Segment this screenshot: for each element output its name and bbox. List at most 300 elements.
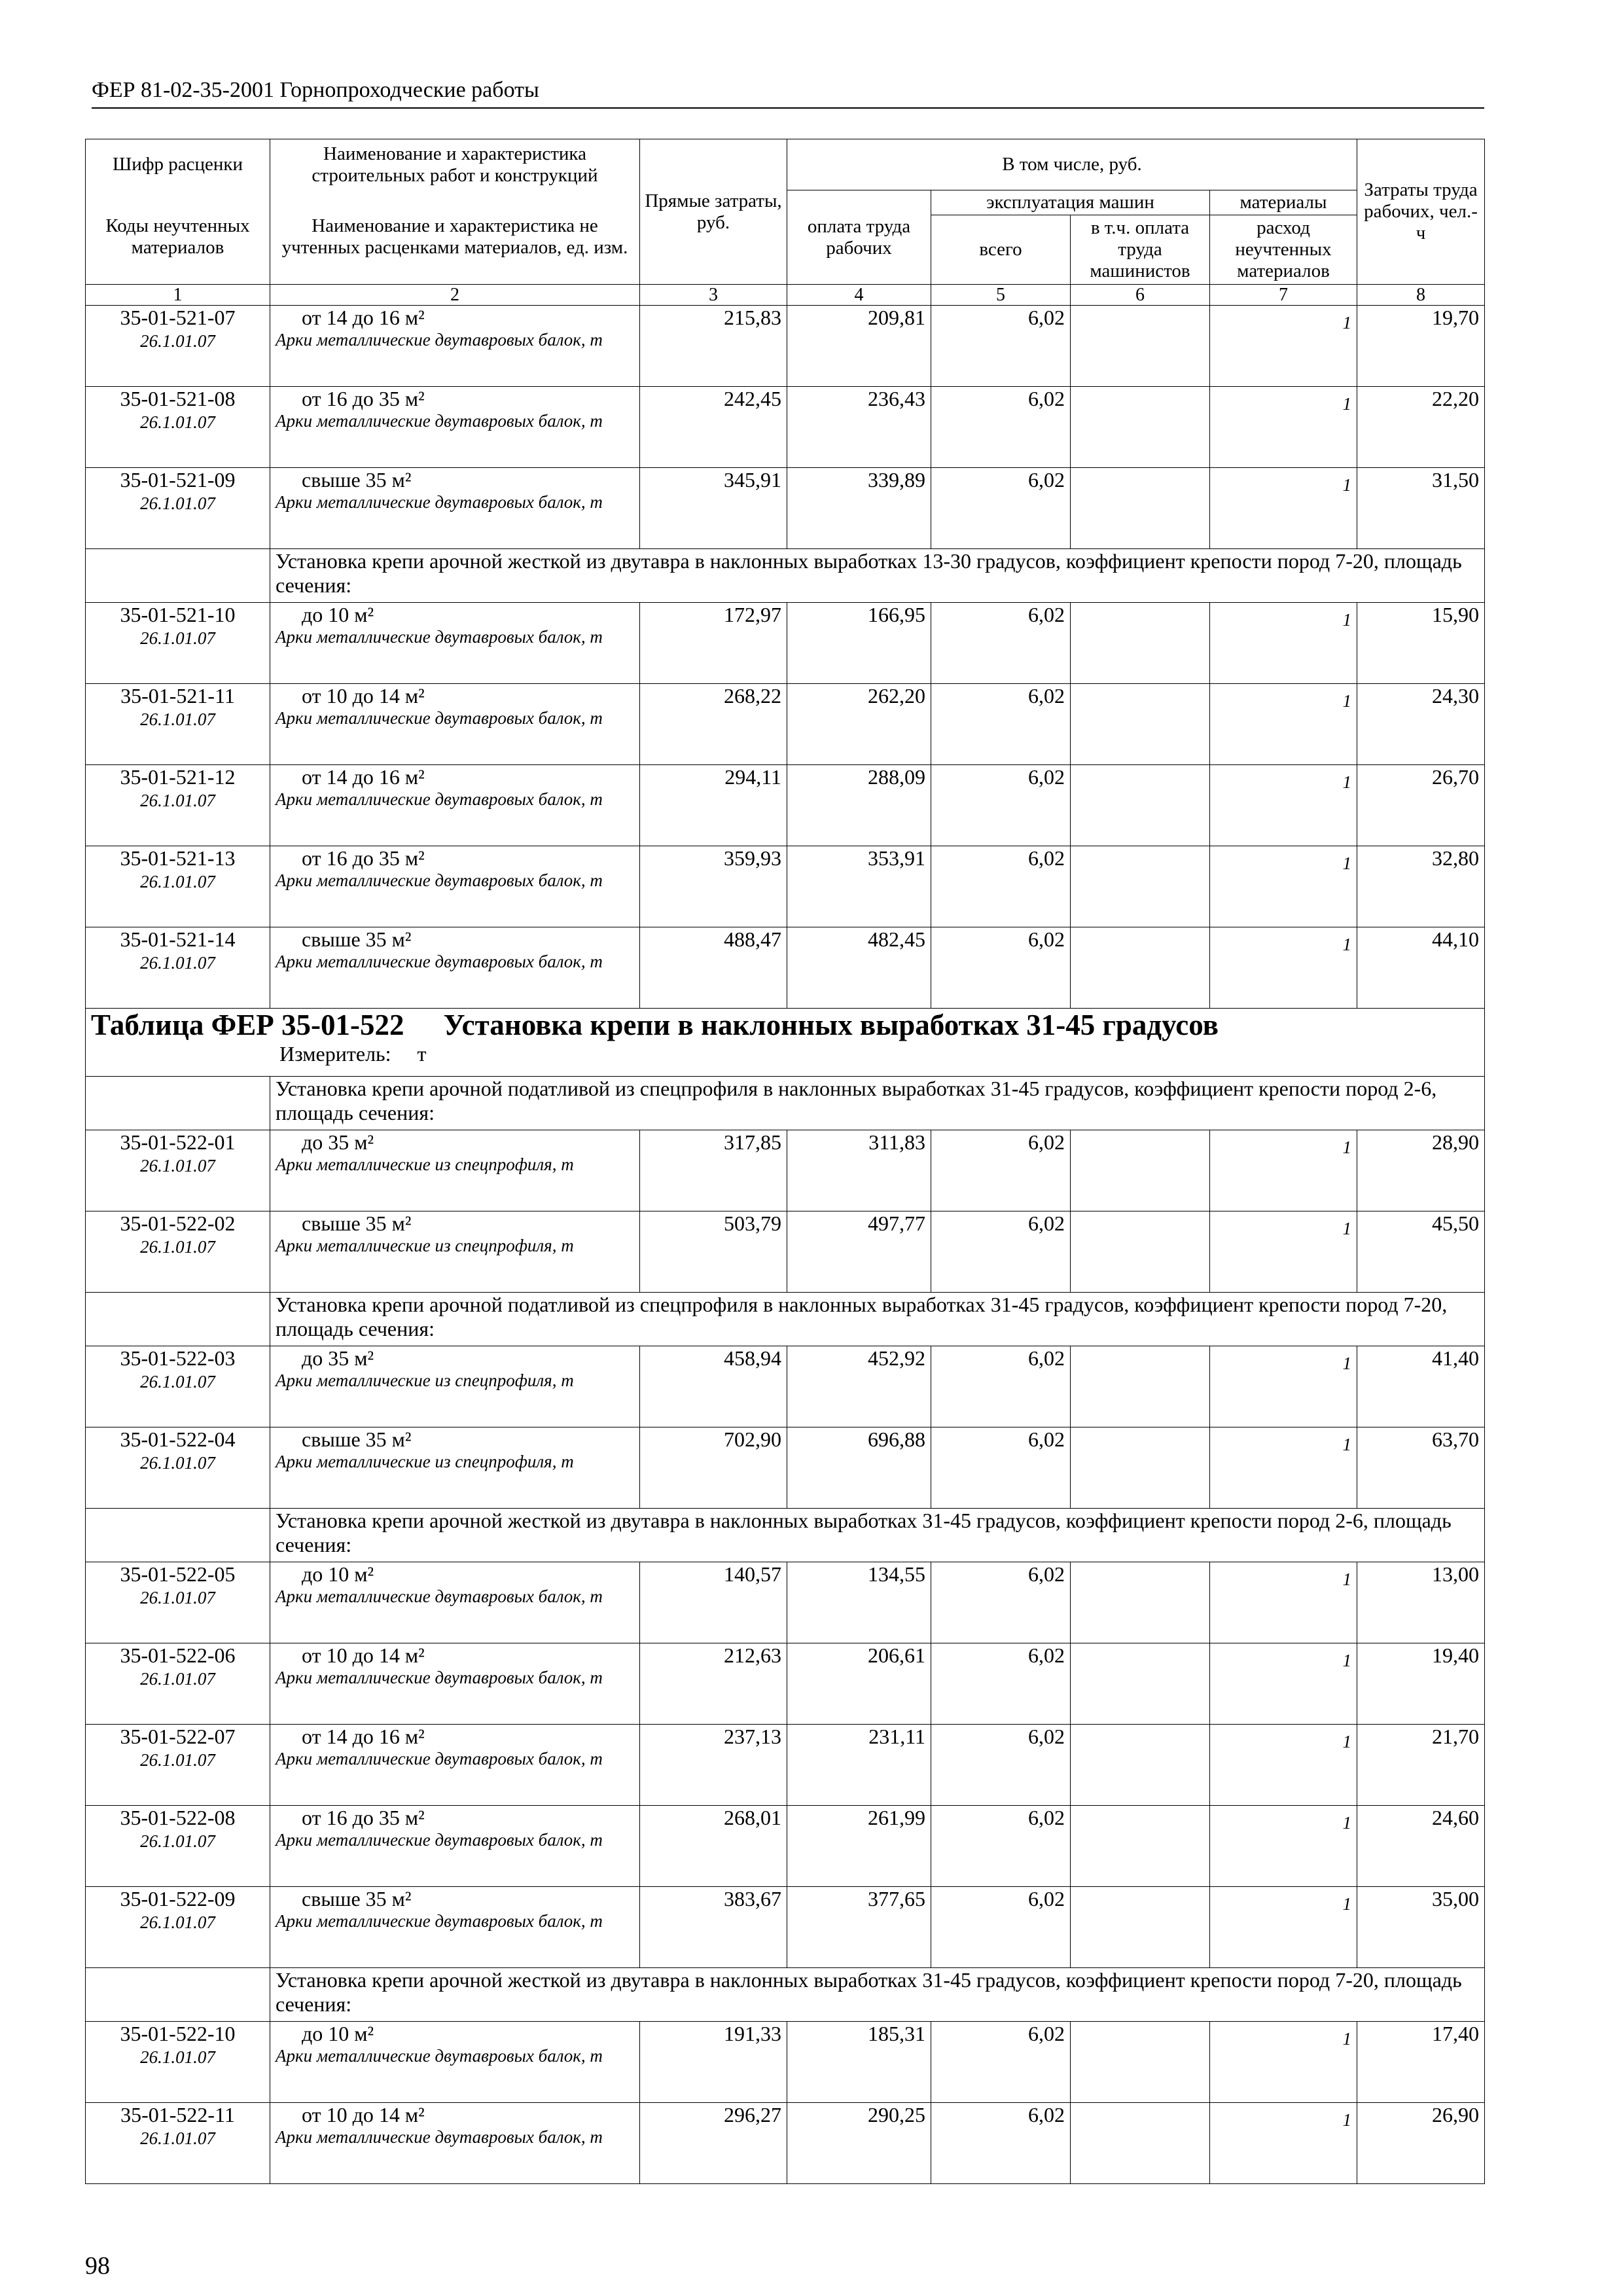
price-table [85,139,1485,2184]
direct-cost: 296,27 [640,2103,787,2184]
wages: 497,77 [787,1211,931,1293]
machines-total: 6,02 [931,603,1071,684]
machines-total: 6,02 [931,1346,1071,1427]
table-title-cell [86,1009,1485,1077]
wages: 134,55 [787,1562,931,1643]
direct-cost: 268,22 [640,684,787,765]
machinists-wages [1071,1562,1210,1643]
header-oplata: оплата труда рабочих [787,190,931,285]
wages: 696,88 [787,1427,931,1509]
labor-cost: 45,50 [1357,1211,1485,1293]
column-number: 7 [1210,285,1357,306]
work-name: свыше 35 м² [302,1211,412,1235]
machines-total: 6,02 [931,927,1071,1009]
rate-code: 35-01-521-10 [120,603,236,626]
table-row [86,306,1485,387]
machinists-wages [1071,2022,1210,2103]
material-qty-cell [1210,1346,1357,1427]
work-name: свыше 35 м² [302,927,412,951]
work-name: от 10 до 14 м² [302,1643,425,1667]
column-number: 3 [640,285,787,306]
cell-code [86,387,270,468]
machines-total: 6,02 [931,1211,1071,1293]
cell-name [270,1643,640,1725]
labor-cost: 19,70 [1357,306,1485,387]
section-row [86,1509,1485,1562]
machines-total: 6,02 [931,1130,1071,1211]
material-name: Арки металлические двутавровых балок, т [276,1749,603,1768]
header-vt-oplata: в т.ч. оплата труда машинистов [1071,215,1210,285]
cell-name [270,1211,640,1293]
cell-name [270,1427,640,1509]
material-qty-cell [1210,2103,1357,2184]
section-heading: Установка крепи арочной податливой из спецпрофиля в наклонных выработках 31-45 градусов, коэффициент крепости пород 7-20, площадь сечения: [270,1293,1485,1346]
cell-name [270,1346,640,1427]
cell-code [86,1130,270,1211]
wages: 236,43 [787,387,931,468]
work-name: от 16 до 35 м² [302,1806,425,1829]
material-qty: 1 [1342,1435,1351,1454]
header-shifr: Шифр расценки [86,139,270,190]
cell-code [86,1887,270,1968]
table-row [86,387,1485,468]
cell-code [86,1806,270,1887]
work-name: до 10 м² [302,603,374,626]
wages: 209,81 [787,306,931,387]
labor-cost: 28,90 [1357,1130,1485,1211]
cell-name [270,1130,640,1211]
section-blank [86,549,270,603]
machines-total: 6,02 [931,684,1071,765]
machines-total: 6,02 [931,1887,1071,1968]
cell-name [270,2103,640,2184]
rate-code: 35-01-522-08 [120,1806,236,1829]
machinists-wages [1071,684,1210,765]
material-code: 26.1.01.07 [140,412,215,432]
wages: 482,45 [787,927,931,1009]
section-blank [86,1293,270,1346]
table-row [86,1887,1485,1968]
header-naim-top: Наименование и характеристика строительных работ и конструкций [270,139,640,190]
material-name: Арки металлические двутавровых балок, т [276,492,603,512]
direct-cost: 237,13 [640,1725,787,1806]
cell-name [270,927,640,1009]
header-materialy: материалы [1210,190,1357,215]
column-number: 4 [787,285,931,306]
material-qty: 1 [1342,1138,1351,1157]
section-blank [86,1509,270,1562]
material-qty: 1 [1342,1732,1351,1751]
machinists-wages [1071,603,1210,684]
rate-code: 35-01-521-12 [120,765,236,789]
table-title-row [86,1009,1485,1077]
material-qty-cell [1210,927,1357,1009]
running-header: ФЕР 81-02-35-2001 Горнопроходческие работы [92,78,539,102]
header-rule [92,107,1484,109]
cell-name [270,1562,640,1643]
material-code: 26.1.01.07 [140,2047,215,2067]
cell-name [270,684,640,765]
column-number: 6 [1071,285,1210,306]
material-name: Арки металлические двутавровых балок, т [276,708,603,728]
material-qty-cell [1210,468,1357,549]
rate-code: 35-01-521-11 [120,684,235,708]
machines-total: 6,02 [931,1725,1071,1806]
material-qty: 1 [1342,1354,1351,1373]
column-number: 5 [931,285,1071,306]
rate-code: 35-01-521-07 [120,306,236,329]
table-row [86,603,1485,684]
wages: 290,25 [787,2103,931,2184]
table-row [86,1562,1485,1643]
machinists-wages [1071,1211,1210,1293]
direct-cost: 383,67 [640,1887,787,1968]
material-code: 26.1.01.07 [140,1453,215,1473]
material-name: Арки металлические двутавровых балок, т [276,627,603,647]
material-code: 26.1.01.07 [140,1156,215,1175]
labor-cost: 63,70 [1357,1427,1485,1509]
cell-name [270,765,640,846]
direct-cost: 140,57 [640,1562,787,1643]
material-name: Арки металлические двутавровых балок, т [276,1668,603,1687]
table-row [86,846,1485,927]
wages: 339,89 [787,468,931,549]
machinists-wages [1071,1643,1210,1725]
material-qty-cell [1210,1211,1357,1293]
cell-name [270,306,640,387]
material-qty: 1 [1342,2029,1351,2049]
material-qty: 1 [1342,691,1351,711]
material-name: Арки металлические двутавровых балок, т [276,411,603,431]
rate-code: 35-01-521-09 [120,468,236,492]
table-row [86,468,1485,549]
direct-cost: 503,79 [640,1211,787,1293]
machinists-wages [1071,2103,1210,2184]
material-qty-cell [1210,765,1357,846]
cell-code [86,1211,270,1293]
material-code: 26.1.01.07 [140,1669,215,1689]
work-name: от 10 до 14 м² [302,2103,425,2126]
table-row [86,1806,1485,1887]
machines-total: 6,02 [931,387,1071,468]
machinists-wages [1071,387,1210,468]
cell-name [270,603,640,684]
labor-cost: 17,40 [1357,2022,1485,2103]
rate-code: 35-01-522-10 [120,2022,236,2045]
work-name: до 10 м² [302,2022,374,2045]
cell-code [86,1562,270,1643]
cell-name [270,387,640,468]
cell-code [86,2103,270,2184]
material-qty: 1 [1342,475,1351,495]
rate-code: 35-01-521-13 [120,846,236,870]
wages: 166,95 [787,603,931,684]
machinists-wages [1071,468,1210,549]
material-qty-cell [1210,603,1357,684]
wages: 288,09 [787,765,931,846]
section-heading: Установка крепи арочной податливой из спецпрофиля в наклонных выработках 31-45 градусов, коэффициент крепости пород 2-6, площадь сечения: [270,1077,1485,1130]
section-blank [86,1968,270,2022]
machinists-wages [1071,1130,1210,1211]
machinists-wages [1071,1427,1210,1509]
labor-cost: 35,00 [1357,1887,1485,1968]
material-name: Арки металлические двутавровых балок, т [276,1587,603,1606]
material-qty: 1 [1342,1219,1351,1238]
direct-cost: 359,93 [640,846,787,927]
material-code: 26.1.01.07 [140,1912,215,1932]
table-title [91,1009,1479,1041]
material-qty-cell [1210,684,1357,765]
material-code: 26.1.01.07 [140,331,215,351]
cell-code [86,306,270,387]
work-name: от 16 до 35 м² [302,846,425,870]
section-heading: Установка крепи арочной жесткой из двутавра в наклонных выработках 31-45 градусов, коэффициент крепости пород 2-6, площадь сечения: [270,1509,1485,1562]
machines-total: 6,02 [931,846,1071,927]
labor-cost: 15,90 [1357,603,1485,684]
work-name: от 10 до 14 м² [302,684,425,708]
rate-code: 35-01-522-02 [120,1211,236,1235]
header-v-tom-chisle: В том числе, руб. [787,139,1357,190]
material-qty: 1 [1342,1894,1351,1914]
work-name: свыше 35 м² [302,1427,412,1451]
wages: 262,20 [787,684,931,765]
section-row [86,1077,1485,1130]
labor-cost: 24,60 [1357,1806,1485,1887]
wages: 311,83 [787,1130,931,1211]
material-qty-cell [1210,1643,1357,1725]
material-name: Арки металлические двутавровых балок, т [276,952,603,971]
table-row [86,1427,1485,1509]
rate-code: 35-01-522-01 [120,1130,236,1154]
labor-cost: 31,50 [1357,468,1485,549]
cell-name [270,1806,640,1887]
cell-name [270,2022,640,2103]
material-name: Арки металлические двутавровых балок, т [276,1911,603,1931]
cell-code [86,603,270,684]
material-name: Арки металлические из спецпрофиля, т [276,1236,574,1255]
direct-cost: 268,01 [640,1806,787,1887]
direct-cost: 317,85 [640,1130,787,1211]
machinists-wages [1071,1346,1210,1427]
direct-cost: 345,91 [640,468,787,549]
material-name: Арки металлические двутавровых балок, т [276,2127,603,2147]
column-number: 8 [1357,285,1485,306]
machinists-wages [1071,765,1210,846]
column-number: 2 [270,285,640,306]
cell-code [86,468,270,549]
machines-total: 6,02 [931,2103,1071,2184]
material-code: 26.1.01.07 [140,953,215,973]
table-name: Установка крепи в наклонных выработках 31-45 градусов [443,1009,1219,1041]
wages: 452,92 [787,1346,931,1427]
material-qty: 1 [1342,2110,1351,2130]
work-name: до 10 м² [302,1562,374,1586]
table-body [86,306,1485,2184]
table-row [86,927,1485,1009]
material-qty-cell [1210,2022,1357,2103]
work-name: от 14 до 16 м² [302,1725,425,1748]
machines-total: 6,02 [931,1806,1071,1887]
rate-code: 35-01-522-11 [120,2103,235,2126]
wages: 231,11 [787,1725,931,1806]
wages: 353,91 [787,846,931,927]
cell-name [270,1725,640,1806]
section-row [86,549,1485,603]
table-label: Таблица ФЕР 35-01-522 [91,1009,404,1041]
material-qty: 1 [1342,610,1351,630]
machinists-wages [1071,1887,1210,1968]
machines-total: 6,02 [931,306,1071,387]
cell-code [86,1725,270,1806]
work-name: до 35 м² [302,1346,374,1370]
header-kody: Коды неучтенных материалов [86,190,270,285]
table-row [86,2022,1485,2103]
material-name: Арки металлические двутавровых балок, т [276,330,603,350]
direct-cost: 458,94 [640,1346,787,1427]
work-name: свыше 35 м² [302,1887,412,1910]
material-code: 26.1.01.07 [140,1372,215,1391]
cell-name [270,846,640,927]
material-name: Арки металлические двутавровых балок, т [276,1830,603,1850]
section-heading: Установка крепи арочной жесткой из двутавра в наклонных выработках 31-45 градусов, коэффициент крепости пород 7-20, площадь сечения: [270,1968,1485,2022]
labor-cost: 41,40 [1357,1346,1485,1427]
labor-cost: 21,70 [1357,1725,1485,1806]
material-name: Арки металлические из спецпрофиля, т [276,1371,574,1390]
table-row [86,1211,1485,1293]
header-zatraty: Затраты труда рабочих, чел.-ч [1357,139,1485,285]
material-qty-cell [1210,306,1357,387]
rate-code: 35-01-522-05 [120,1562,236,1586]
direct-cost: 294,11 [640,765,787,846]
header-naim-bottom: Наименование и характеристика не учтенных расценками материалов, ед. изм. [270,190,640,285]
cell-code [86,846,270,927]
material-qty-cell [1210,1130,1357,1211]
machines-total: 6,02 [931,468,1071,549]
material-code: 26.1.01.07 [140,628,215,648]
material-code: 26.1.01.07 [140,1588,215,1607]
rate-code: 35-01-522-07 [120,1725,236,1748]
work-name: от 16 до 35 м² [302,387,425,410]
material-code: 26.1.01.07 [140,1831,215,1851]
labor-cost: 24,30 [1357,684,1485,765]
section-blank [86,1077,270,1130]
material-qty: 1 [1342,772,1351,792]
work-name: до 35 м² [302,1130,374,1154]
rate-code: 35-01-522-03 [120,1346,236,1370]
rate-code: 35-01-521-08 [120,387,236,410]
material-code: 26.1.01.07 [140,1237,215,1257]
material-qty: 1 [1342,1813,1351,1833]
direct-cost: 702,90 [640,1427,787,1509]
material-qty-cell [1210,1806,1357,1887]
table-row [86,1130,1485,1211]
measure-line [91,1041,1479,1066]
material-qty: 1 [1342,853,1351,873]
section-row [86,1968,1485,2022]
work-name: от 14 до 16 м² [302,765,425,789]
table-row [86,765,1485,846]
measure-label: Измеритель: [279,1042,391,1066]
cell-code [86,684,270,765]
work-name: свыше 35 м² [302,468,412,492]
machines-total: 6,02 [931,1643,1071,1725]
labor-cost: 22,20 [1357,387,1485,468]
direct-cost: 172,97 [640,603,787,684]
cell-code [86,1427,270,1509]
section-heading: Установка крепи арочной жесткой из двутавра в наклонных выработках 13-30 градусов, коэффициент крепости пород 7-20, площадь сечения: [270,549,1485,603]
material-qty: 1 [1342,394,1351,414]
cell-code [86,927,270,1009]
labor-cost: 26,90 [1357,2103,1485,2184]
section-row [86,1293,1485,1346]
material-qty: 1 [1342,1570,1351,1589]
table-row [86,684,1485,765]
rate-code: 35-01-522-09 [120,1887,236,1910]
material-qty-cell [1210,387,1357,468]
direct-cost: 242,45 [640,387,787,468]
header-pryamye: Прямые затраты, руб. [640,139,787,285]
machinists-wages [1071,306,1210,387]
direct-cost: 488,47 [640,927,787,1009]
machinists-wages [1071,846,1210,927]
cell-name [270,468,640,549]
labor-cost: 19,40 [1357,1643,1485,1725]
wages: 261,99 [787,1806,931,1887]
column-number: 1 [86,285,270,306]
material-code: 26.1.01.07 [140,1750,215,1770]
material-name: Арки металлические двутавровых балок, т [276,870,603,890]
material-name: Арки металлические двутавровых балок, т [276,2046,603,2066]
machines-total: 6,02 [931,765,1071,846]
header-rashod: расход неучтенных материалов [1210,215,1357,285]
labor-cost: 13,00 [1357,1562,1485,1643]
measure-unit: т [417,1042,427,1066]
cell-code [86,1346,270,1427]
material-name: Арки металлические из спецпрофиля, т [276,1155,574,1174]
machines-total: 6,02 [931,2022,1071,2103]
cell-code [86,765,270,846]
material-qty-cell [1210,1887,1357,1968]
material-qty-cell [1210,1562,1357,1643]
cell-code [86,2022,270,2103]
table-row [86,1346,1485,1427]
table-header [86,139,1485,306]
material-qty-cell [1210,1427,1357,1509]
rate-code: 35-01-521-14 [120,927,236,951]
cell-name [270,1887,640,1968]
material-code: 26.1.01.07 [140,493,215,513]
material-qty: 1 [1342,935,1351,954]
page-number: 98 [85,2252,110,2280]
table-row [86,1643,1485,1725]
material-name: Арки металлические из спецпрофиля, т [276,1452,574,1471]
cell-code [86,1643,270,1725]
direct-cost: 215,83 [640,306,787,387]
material-qty: 1 [1342,313,1351,332]
machinists-wages [1071,1806,1210,1887]
direct-cost: 212,63 [640,1643,787,1725]
wages: 206,61 [787,1643,931,1725]
table-row [86,2103,1485,2184]
material-code: 26.1.01.07 [140,709,215,729]
rate-code: 35-01-522-04 [120,1427,236,1451]
material-qty-cell [1210,1725,1357,1806]
table-row [86,1725,1485,1806]
material-name: Арки металлические двутавровых балок, т [276,789,603,809]
material-qty: 1 [1342,1651,1351,1670]
labor-cost: 44,10 [1357,927,1485,1009]
work-name: от 14 до 16 м² [302,306,425,329]
